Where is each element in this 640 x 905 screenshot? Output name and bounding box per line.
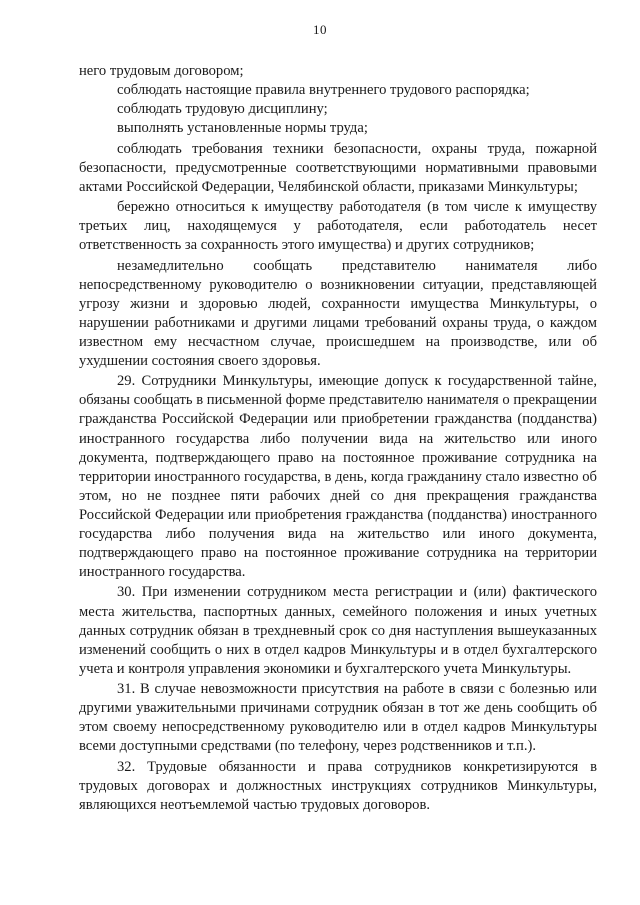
list-item-report-hazards: незамедлительно сообщать представителю нанимателя либо непосредственному руководителю о возникновении ситуации, представляющей угрозу жизни и здоровью людей, сохранности имущества Минкультуры, о нарушении работниками и другими лицами требований охраны труда, о каждом известном ему несчастном случае, происшедшем на производстве, или об ухудшении состояния своего здоровья. xyxy=(79,257,597,369)
list-item-safety: соблюдать требования техники безопасности, охраны труда, пожарной безопасности, предусмотренные соответствующими нормативными правовыми актами Российской Федерации, Челябинской области, приказами Минкультуры; xyxy=(79,140,597,195)
clause-32: 32. Трудовые обязанности и права сотрудников конкретизируются в трудовых договорах и должностных инструкциях сотрудников Минкультуры, являющихся неотъемлемой частью трудовых договоров. xyxy=(79,758,597,813)
paragraph-continuation: него трудовым договором; xyxy=(79,63,244,79)
page-number: 10 xyxy=(313,22,327,37)
clause-29: 29. Сотрудники Минкультуры, имеющие допуск к государственной тайне, обязаны сообщать в письменной форме представителю нанимателя о прекращении гражданства Российской Федерации или приобретении гражданства (подданства) иностранного государства либо получении вида на жительство или иного документа, подтверждающего право на постоянное проживание сотрудника на территории иностранного государства, в день, когда гражданину стало известно об этом, но не позднее пяти рабочих дней со дня прекращения гражданства Российской Федерации или приобретения гражданства (подданства) иностранного государства либо получения вида на жительство или иного документа, подтверждающего право на постоянное проживание сотрудника на территории иностранного государства. xyxy=(79,373,597,581)
clause-30: 30. При изменении сотрудником места регистрации и (или) фактического места жительства, паспортных данных, семейного положения и иных учетных данных сотрудник обязан в трехдневный срок со дня наступления вышеуказанных изменений сообщить о них в отдел кадров Минкультуры и в отдел бухгалтерского учета и контроля управления экономики и бухгалтерского учета Минкультуры. xyxy=(79,584,597,677)
document-body xyxy=(79,62,597,815)
list-item-work-norms: выполнять установленные нормы труда; xyxy=(117,120,368,137)
clause-31: 31. В случае невозможности присутствия на работе в связи с болезнью или другими уважительными причинами сотрудник обязан в тот же день сообщить об этом своему непосредственному руководителю или в отдел кадров Минкультуры всеми доступными средствами (по телефону, через родственников и т.п.). xyxy=(79,681,597,755)
list-item-discipline: соблюдать трудовую дисциплину; xyxy=(117,101,328,118)
list-item-follow-rules: соблюдать настоящие правила внутреннего трудового распорядка; xyxy=(117,82,530,99)
list-item-property: бережно относиться к имуществу работодателя (в том числе к имуществу третьих лиц, находящемуся у работодателя, если работодатель несет ответственность за сохранность этого имущества) и других сотрудников; xyxy=(79,199,597,254)
